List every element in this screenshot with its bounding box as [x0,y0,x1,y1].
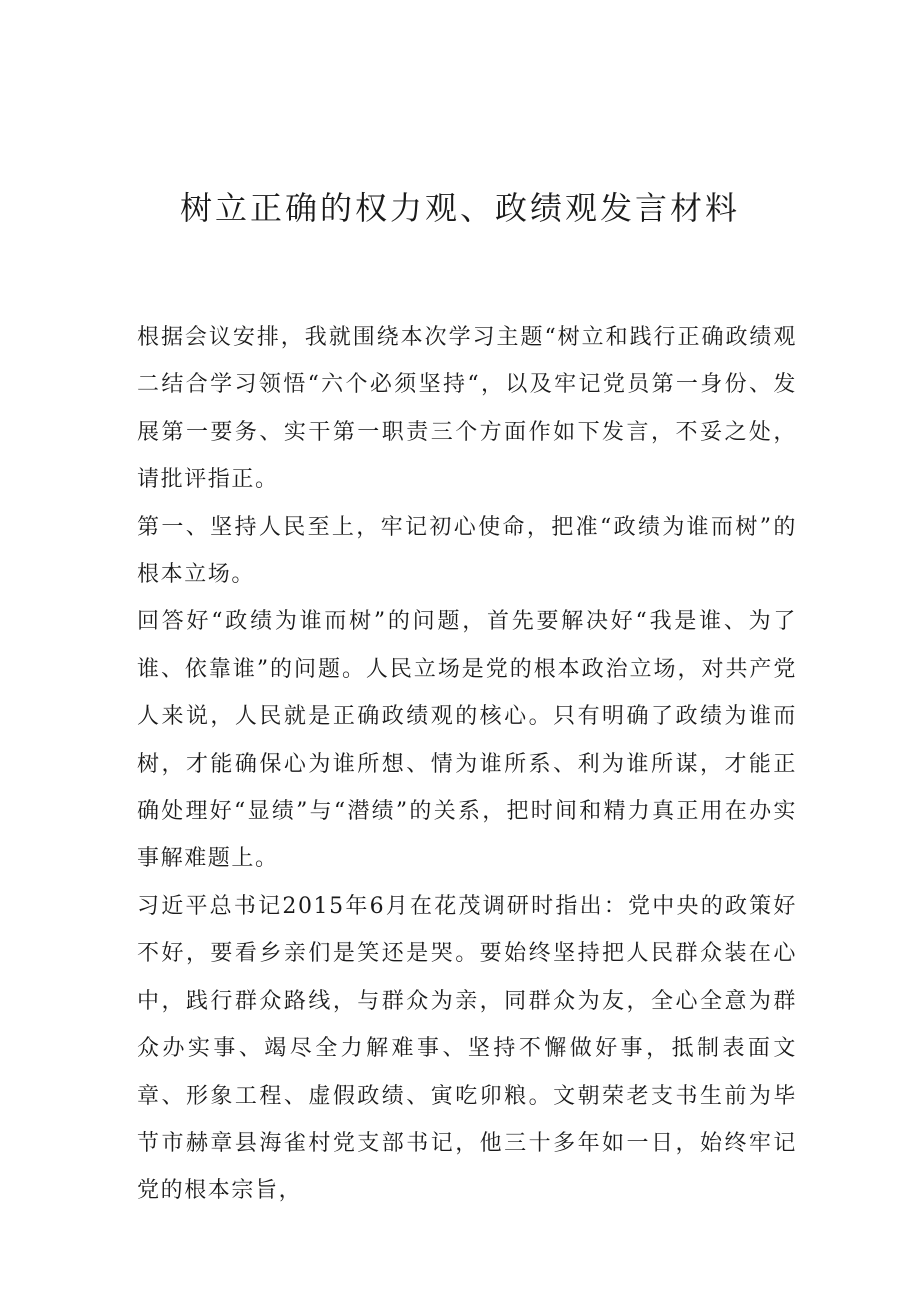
document-title: 树立正确的权力观、政绩观发言材料 [179,189,740,227]
paragraph-heading-one: 第一、坚持人民至上，牢记初心使命，把准“政绩为谁而树”的根本立场。 [137,514,797,588]
document-body [137,314,797,1215]
paragraph-people-stance: 回答好“政绩为谁而树”的问题，首先要解决好“我是谁、为了谁、依靠谁”的问题。人民立场是党的根本政治立场，对共产党人来说，人民就是正确政绩观的核心。只有明确了政绩为谁而树，才能确保心为谁所想、情为谁所系、利为谁所谋，才能正确处理好“显绩”与“潜绩”的关系，把时间和精力真正用在办实事解难题上。 [137,609,797,872]
paragraph-huamao-visit: 习近平总书记2015年6月在花茂调研时指出：党中央的政策好不好，要看乡亲们是笑还是哭。要始终坚持把人民群众装在心中，践行群众路线，与群众为亲，同群众为友，全心全意为群众办实事、竭尽全力解难事、坚持不懈做好事，抵制表面文章、形象工程、虚假政绩、寅吃卯粮。文朝荣老支书生前为毕节市赫章县海雀村党支部书记，他三十多年如一日，始终牢记党的根本宗旨， [137,893,797,1204]
paragraph-intro: 根据会议安排，我就围绕本次学习主题“树立和践行正确政绩观二结合学习领悟“六个必须坚持“，以及牢记党员第一身份、发展第一要务、实干第一职责三个方面作如下发言，不妥之处，请批评指正。 [137,325,797,493]
